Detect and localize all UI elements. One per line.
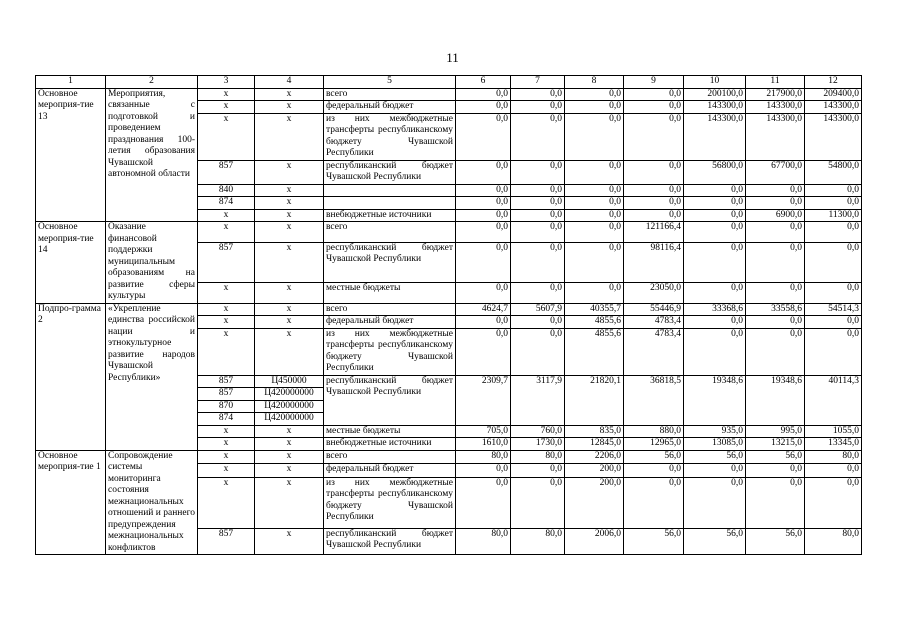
value-cell: 0,0 [511, 282, 565, 303]
code-cell: Ц420000000 [255, 413, 324, 426]
code-cell: Ц450000 [255, 375, 324, 388]
value-cell: 0,0 [456, 328, 511, 375]
value-cell: 0,0 [684, 222, 746, 243]
value-cell: 55446,9 [624, 303, 684, 316]
source-cell: всего [324, 222, 456, 243]
value-cell: 200,0 [565, 477, 624, 528]
value-cell: 3117,9 [511, 375, 565, 425]
value-cell: 0,0 [565, 113, 624, 160]
code-cell: 857 [198, 528, 255, 554]
value-cell: 0,0 [456, 316, 511, 329]
code-cell: x [255, 328, 324, 375]
value-cell: 0,0 [511, 101, 565, 114]
code-cell: x [255, 197, 324, 210]
value-cell: 0,0 [456, 282, 511, 303]
source-cell: всего [324, 450, 456, 464]
value-cell: 1730,0 [511, 438, 565, 451]
value-cell: 835,0 [565, 425, 624, 438]
value-cell: 0,0 [456, 113, 511, 160]
value-cell: 0,0 [684, 197, 746, 210]
value-cell: 143300,0 [805, 101, 862, 114]
section-description: Сопровождение системы мониторинга состояния межнациональных отношений и раннего предупреждения межнациональных конфликтов [106, 450, 198, 555]
value-cell: 0,0 [746, 328, 805, 375]
header-cell: 4 [255, 76, 324, 89]
value-cell: 0,0 [684, 477, 746, 528]
table-row [36, 222, 862, 243]
header-cell: 1 [36, 76, 106, 89]
value-cell: 98116,4 [624, 242, 684, 282]
source-cell: из них межбюджетные трансферты республиканскому бюджету Чувашской Республики [324, 477, 456, 528]
value-cell: 80,0 [805, 528, 862, 554]
value-cell: 0,0 [805, 222, 862, 243]
value-cell: 0,0 [456, 184, 511, 197]
value-cell: 2206,0 [565, 450, 624, 464]
value-cell: 0,0 [565, 184, 624, 197]
value-cell: 0,0 [805, 282, 862, 303]
value-cell: 0,0 [511, 328, 565, 375]
value-cell: 995,0 [746, 425, 805, 438]
value-cell: 200100,0 [684, 88, 746, 101]
value-cell: 0,0 [456, 242, 511, 282]
value-cell: 0,0 [684, 209, 746, 222]
value-cell: 0,0 [511, 209, 565, 222]
value-cell: 0,0 [456, 88, 511, 101]
value-cell: 56,0 [684, 528, 746, 554]
section-description: «Укрепление единства российской нации и этнокультурное развитие народов Чувашской Республики» [106, 303, 198, 450]
value-cell: 33368,6 [684, 303, 746, 316]
value-cell: 56,0 [684, 450, 746, 464]
code-cell: x [198, 477, 255, 528]
value-cell: 12965,0 [624, 438, 684, 451]
code-cell: 870 [198, 400, 255, 413]
value-cell: 0,0 [746, 242, 805, 282]
code-cell: x [198, 222, 255, 243]
code-cell: x [255, 242, 324, 282]
value-cell: 19348,6 [684, 375, 746, 425]
source-cell: федеральный бюджет [324, 101, 456, 114]
source-cell: из них межбюджетные трансферты республиканскому бюджету Чувашской Республики [324, 328, 456, 375]
source-cell: республиканский бюджет Чувашской Республики [324, 375, 456, 425]
value-cell: 1055,0 [805, 425, 862, 438]
source-cell: местные бюджеты [324, 425, 456, 438]
value-cell: 209400,0 [805, 88, 862, 101]
value-cell: 54514,3 [805, 303, 862, 316]
value-cell: 0,0 [746, 477, 805, 528]
value-cell: 80,0 [511, 528, 565, 554]
value-cell: 143300,0 [684, 113, 746, 160]
value-cell: 0,0 [511, 242, 565, 282]
source-cell: республиканский бюджет Чувашской Республики [324, 242, 456, 282]
value-cell: 0,0 [511, 222, 565, 243]
code-cell: x [255, 160, 324, 184]
section-label: Основное мероприя-тие 13 [36, 88, 106, 222]
value-cell: 0,0 [684, 316, 746, 329]
value-cell: 0,0 [624, 464, 684, 478]
value-cell: 56,0 [746, 528, 805, 554]
code-cell: x [255, 184, 324, 197]
value-cell: 0,0 [456, 101, 511, 114]
source-cell: внебюджетные источники [324, 438, 456, 451]
value-cell: 0,0 [565, 282, 624, 303]
value-cell: 0,0 [746, 316, 805, 329]
value-cell: 0,0 [565, 197, 624, 210]
value-cell: 0,0 [805, 464, 862, 478]
source-cell [324, 184, 456, 197]
code-cell: 857 [198, 160, 255, 184]
value-cell: 0,0 [746, 282, 805, 303]
code-cell: 857 [198, 388, 255, 401]
value-cell: 4783,4 [624, 328, 684, 375]
value-cell: 0,0 [805, 184, 862, 197]
value-cell: 80,0 [511, 450, 565, 464]
value-cell: 0,0 [684, 282, 746, 303]
code-cell: x [198, 316, 255, 329]
value-cell: 0,0 [624, 101, 684, 114]
header-row [36, 76, 862, 89]
code-cell: x [255, 303, 324, 316]
value-cell: 0,0 [456, 209, 511, 222]
code-cell: Ц420000000 [255, 400, 324, 413]
code-cell: x [198, 282, 255, 303]
value-cell: 0,0 [511, 316, 565, 329]
value-cell: 0,0 [746, 222, 805, 243]
code-cell: x [255, 88, 324, 101]
source-cell: из них межбюджетные трансферты республиканскому бюджету Чувашской Республики [324, 113, 456, 160]
value-cell: 1610,0 [456, 438, 511, 451]
value-cell: 0,0 [511, 88, 565, 101]
code-cell: x [198, 425, 255, 438]
value-cell: 0,0 [624, 113, 684, 160]
table-row [36, 450, 862, 464]
value-cell: 2006,0 [565, 528, 624, 554]
value-cell: 0,0 [684, 328, 746, 375]
value-cell: 56,0 [624, 528, 684, 554]
value-cell: 0,0 [456, 222, 511, 243]
section-description: Оказание финансовой поддержки муниципальным образованиям на развитие сферы культуры [106, 222, 198, 304]
value-cell: 217900,0 [746, 88, 805, 101]
value-cell: 143300,0 [684, 101, 746, 114]
header-cell: 9 [624, 76, 684, 89]
value-cell: 143300,0 [746, 101, 805, 114]
value-cell: 0,0 [565, 101, 624, 114]
value-cell: 0,0 [511, 197, 565, 210]
value-cell: 0,0 [684, 184, 746, 197]
header-cell: 11 [746, 76, 805, 89]
value-cell: 0,0 [805, 477, 862, 528]
source-cell [324, 197, 456, 210]
header-cell: 5 [324, 76, 456, 89]
value-cell: 0,0 [624, 184, 684, 197]
value-cell: 13345,0 [805, 438, 862, 451]
value-cell: 121166,4 [624, 222, 684, 243]
value-cell: 880,0 [624, 425, 684, 438]
code-cell: 857 [198, 375, 255, 388]
value-cell: 760,0 [511, 425, 565, 438]
code-cell: x [255, 209, 324, 222]
value-cell: 0,0 [624, 209, 684, 222]
value-cell: 0,0 [624, 477, 684, 528]
value-cell: 4855,6 [565, 316, 624, 329]
table-row [36, 88, 862, 101]
code-cell: x [255, 450, 324, 464]
table-row [36, 303, 862, 316]
value-cell: 19348,6 [746, 375, 805, 425]
section-label: Основное мероприя-тие 1 [36, 450, 106, 555]
value-cell: 0,0 [565, 209, 624, 222]
code-cell: x [198, 464, 255, 478]
code-cell: x [255, 282, 324, 303]
header-cell: 3 [198, 76, 255, 89]
value-cell: 40114,3 [805, 375, 862, 425]
code-cell: Ц420000000 [255, 388, 324, 401]
code-cell: x [255, 113, 324, 160]
section-label: Подпро-грамма 2 [36, 303, 106, 450]
value-cell: 0,0 [511, 464, 565, 478]
value-cell: 12845,0 [565, 438, 624, 451]
value-cell: 935,0 [684, 425, 746, 438]
code-cell: x [198, 450, 255, 464]
code-cell: x [198, 209, 255, 222]
value-cell: 6900,0 [746, 209, 805, 222]
value-cell: 143300,0 [805, 113, 862, 160]
value-cell: 0,0 [746, 464, 805, 478]
value-cell: 4624,7 [456, 303, 511, 316]
code-cell: 840 [198, 184, 255, 197]
header-cell: 6 [456, 76, 511, 89]
source-cell: местные бюджеты [324, 282, 456, 303]
code-cell: x [255, 316, 324, 329]
value-cell: 40355,7 [565, 303, 624, 316]
code-cell: x [198, 113, 255, 160]
value-cell: 0,0 [456, 464, 511, 478]
value-cell: 0,0 [805, 316, 862, 329]
page-number: 11 [446, 50, 459, 65]
value-cell: 2309,7 [456, 375, 511, 425]
value-cell: 0,0 [565, 222, 624, 243]
header-cell: 7 [511, 76, 565, 89]
value-cell: 0,0 [684, 464, 746, 478]
code-cell: x [198, 303, 255, 316]
value-cell: 4855,6 [565, 328, 624, 375]
table-body [36, 76, 862, 555]
value-cell: 0,0 [456, 477, 511, 528]
value-cell: 13085,0 [684, 438, 746, 451]
source-cell: федеральный бюджет [324, 316, 456, 329]
header-cell: 12 [805, 76, 862, 89]
code-cell: x [255, 101, 324, 114]
code-cell: x [255, 438, 324, 451]
code-cell: x [198, 438, 255, 451]
value-cell: 23050,0 [624, 282, 684, 303]
value-cell: 0,0 [684, 242, 746, 282]
code-cell: x [198, 88, 255, 101]
code-cell: x [198, 101, 255, 114]
code-cell: 874 [198, 197, 255, 210]
header-cell: 10 [684, 76, 746, 89]
code-cell: 857 [198, 242, 255, 282]
section-description: Мероприятия, связанные с подготовкой и проведением празднования 100-летия образования Чувашской автономной области [106, 88, 198, 222]
code-cell: x [198, 328, 255, 375]
code-cell: x [255, 528, 324, 554]
value-cell: 5607,9 [511, 303, 565, 316]
value-cell: 0,0 [805, 242, 862, 282]
code-cell: x [255, 425, 324, 438]
section-label: Основное мероприя-тие 14 [36, 222, 106, 304]
value-cell: 0,0 [511, 113, 565, 160]
source-cell: республиканский бюджет Чувашской Республики [324, 528, 456, 554]
value-cell: 0,0 [746, 184, 805, 197]
value-cell: 0,0 [624, 88, 684, 101]
value-cell: 0,0 [565, 242, 624, 282]
value-cell: 56,0 [746, 450, 805, 464]
value-cell: 36818,5 [624, 375, 684, 425]
value-cell: 54800,0 [805, 160, 862, 184]
value-cell: 0,0 [456, 160, 511, 184]
value-cell: 0,0 [805, 328, 862, 375]
value-cell: 13215,0 [746, 438, 805, 451]
value-cell: 0,0 [624, 197, 684, 210]
value-cell: 705,0 [456, 425, 511, 438]
code-cell: x [255, 222, 324, 243]
source-cell: федеральный бюджет [324, 464, 456, 478]
value-cell: 80,0 [456, 450, 511, 464]
value-cell: 0,0 [511, 184, 565, 197]
value-cell: 200,0 [565, 464, 624, 478]
source-cell: внебюджетные источники [324, 209, 456, 222]
source-cell: всего [324, 88, 456, 101]
value-cell: 0,0 [456, 197, 511, 210]
value-cell: 80,0 [805, 450, 862, 464]
value-cell: 11300,0 [805, 209, 862, 222]
source-cell: республиканский бюджет Чувашской Республики [324, 160, 456, 184]
header-cell: 2 [106, 76, 198, 89]
value-cell: 143300,0 [746, 113, 805, 160]
code-cell: x [255, 477, 324, 528]
header-cell: 8 [565, 76, 624, 89]
value-cell: 0,0 [624, 160, 684, 184]
source-cell: всего [324, 303, 456, 316]
value-cell: 33558,6 [746, 303, 805, 316]
code-cell: x [255, 464, 324, 478]
value-cell: 0,0 [805, 197, 862, 210]
value-cell: 56800,0 [684, 160, 746, 184]
code-cell: 874 [198, 413, 255, 426]
value-cell: 67700,0 [746, 160, 805, 184]
value-cell: 0,0 [565, 160, 624, 184]
value-cell: 0,0 [511, 477, 565, 528]
value-cell: 56,0 [624, 450, 684, 464]
value-cell: 0,0 [565, 88, 624, 101]
value-cell: 0,0 [511, 160, 565, 184]
value-cell: 4783,4 [624, 316, 684, 329]
value-cell: 0,0 [746, 197, 805, 210]
budget-table [35, 75, 862, 555]
value-cell: 21820,1 [565, 375, 624, 425]
value-cell: 80,0 [456, 528, 511, 554]
